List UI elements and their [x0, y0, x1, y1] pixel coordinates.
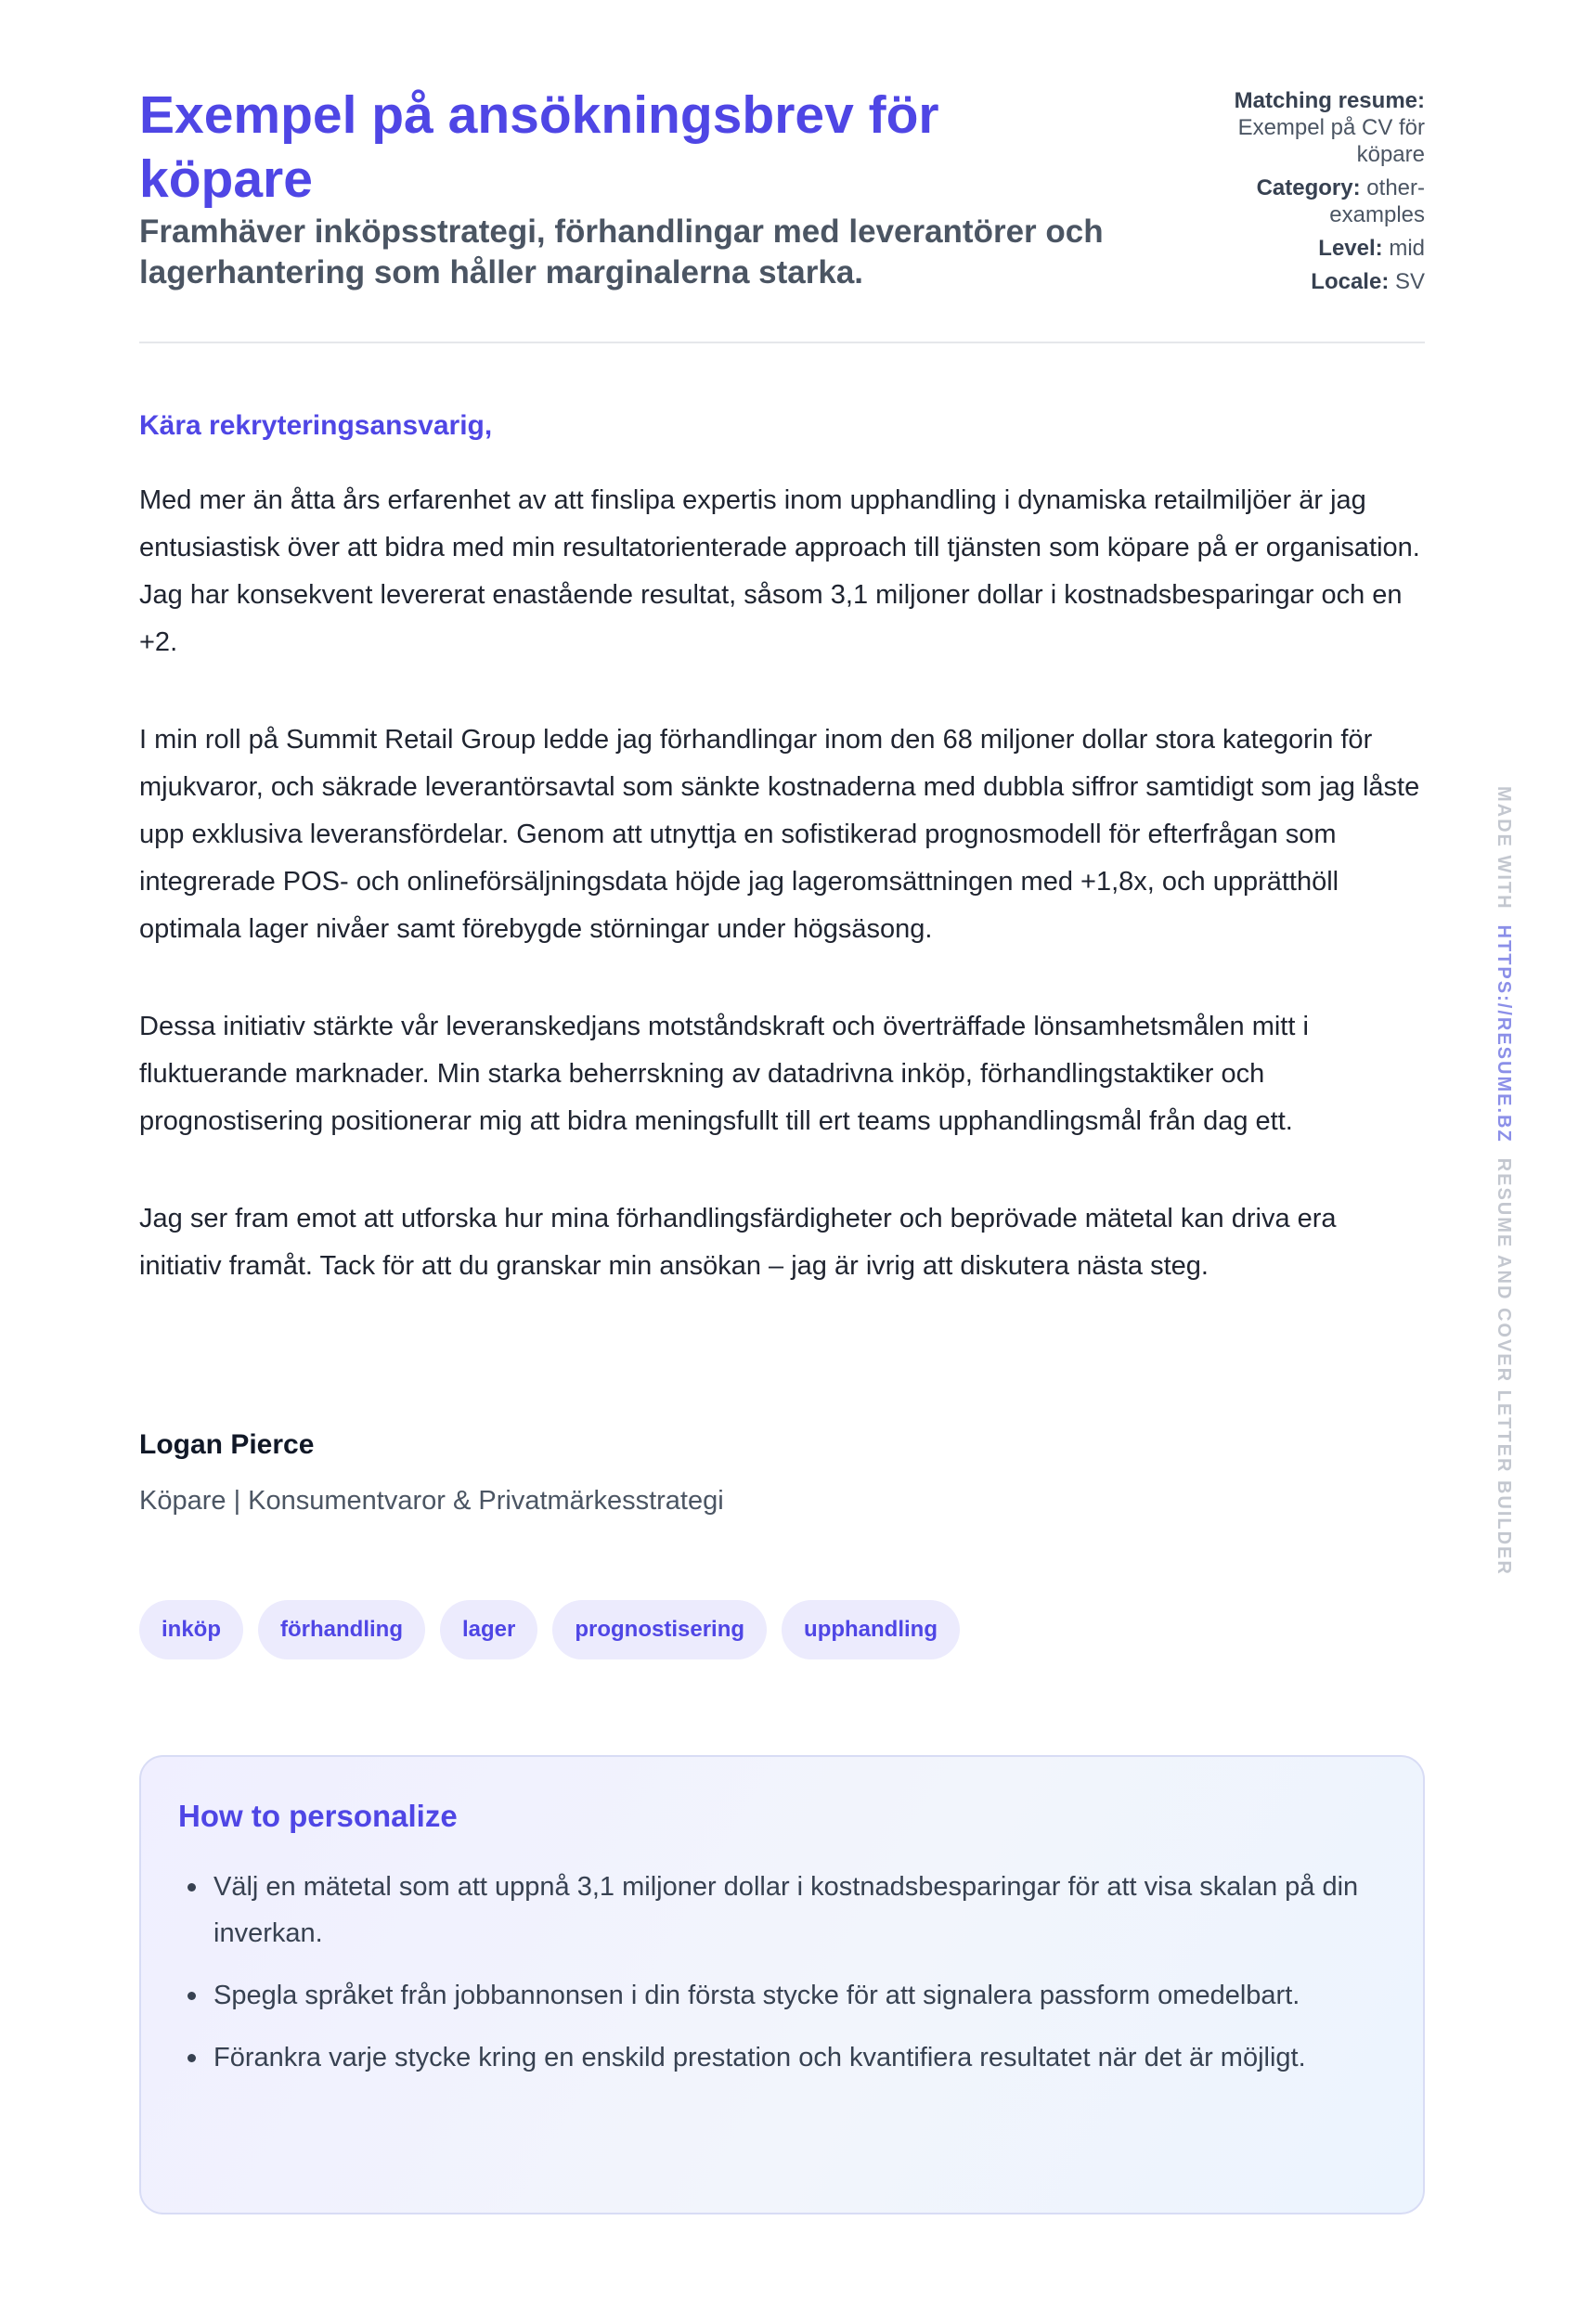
page-header	[139, 84, 1425, 343]
meta-level-label: Level:	[1318, 236, 1383, 261]
bullet-icon	[188, 1883, 196, 1891]
meta-locale	[1211, 268, 1425, 295]
meta-category-value: other-examples	[1329, 175, 1425, 227]
meta-category	[1211, 174, 1425, 228]
signature-role: Köpare | Konsumentvaror & Privatmärkesstrategi	[139, 1486, 724, 1516]
tips-heading: How to personalize	[178, 1799, 458, 1833]
header-divider	[139, 342, 1425, 343]
tip-item	[178, 2034, 1376, 2081]
bullet-icon	[188, 1992, 196, 2000]
tag-chip[interactable]: lager	[440, 1600, 537, 1659]
tag-chip[interactable]: prognostisering	[552, 1600, 767, 1659]
side-credit-prefix: MADE WITH	[1494, 786, 1514, 910]
letter-paragraph: I min roll på Summit Retail Group ledde jag förhandlingar inom den 68 miljoner dollar stora kategorin för mjukvaror, och säkrade leverantörsavtal som sänkte kostnaderna med dubbla siffror samtidigt som jag låste upp exklusiva leveransfördelar. Genom att utnyttja en sofistikerad prognosmodell för efterfrågan som integrerade POS- och onlineförsäljningsdata höjde jag lageromsättningen med +1,8x, och upprätthöll optimala lager nivåer samt förebygde störningar under högsäsong.	[139, 725, 1420, 944]
tag-chip[interactable]: inköp	[139, 1600, 243, 1659]
tip-text: Välj en mätetal som att uppnå 3,1 miljoner dollar i kostnadsbesparingar för att visa skalan på din inverkan.	[213, 1872, 1359, 1948]
meta-matching-resume-value: Exempel på CV för köpare	[1237, 115, 1425, 167]
meta-category-label: Category:	[1256, 175, 1361, 200]
side-credit-suffix: RESUME AND COVER LETTER BUILDER	[1494, 1157, 1514, 1576]
letter-greeting: Kära rekryteringsansvarig,	[139, 410, 493, 441]
meta-locale-value: SV	[1394, 269, 1425, 294]
meta-level-value: mid	[1389, 236, 1425, 261]
metadata-panel	[1211, 87, 1425, 302]
meta-matching-resume	[1211, 87, 1425, 168]
tag-chip[interactable]: förhandling	[258, 1600, 425, 1659]
side-credit-link[interactable]: HTTPS://RESUME.BZ	[1494, 924, 1514, 1143]
letter-paragraph: Jag ser fram emot att utforska hur mina förhandlingsfärdigheter och beprövade mätetal kan driva era initiativ framåt. Tack för att du granskar min ansökan – jag är ivrig att diskutera nästa steg.	[139, 1204, 1337, 1281]
letter-paragraph: Med mer än åtta års erfarenhet av att finslipa expertis inom upphandling i dynamiska retailmiljöer är jag entusiastisk över att bidra med min resultatorienterade approach till tjänsten som köpare på er organisation. Jag har konsekvent levererat enastående resultat, såsom 3,1 miljoner dollar i kostnadsbesparingar och en +2.	[139, 485, 1420, 657]
meta-matching-resume-label: Matching resume:	[1234, 88, 1425, 113]
tip-text: Förankra varje stycke kring en enskild prestation och kvantifiera resultatet när det är möjligt.	[213, 2043, 1306, 2072]
page-subtitle: Framhäver inköpsstrategi, förhandlingar med leverantörer och lagerhantering som håller marginalerna starka.	[139, 213, 1104, 290]
letter-body	[139, 477, 1425, 1340]
cover-letter-page	[139, 0, 1425, 2324]
meta-locale-label: Locale:	[1311, 269, 1390, 294]
tip-item	[178, 1864, 1376, 1956]
side-credit	[1490, 786, 1518, 1576]
tag-chip[interactable]: upphandling	[782, 1600, 960, 1659]
meta-level	[1211, 235, 1425, 262]
tip-text: Spegla språket från jobbannonsen i din första stycke för att signalera passform omedelbart.	[213, 1981, 1300, 2010]
tag-list	[139, 1600, 1425, 1661]
tips-list	[178, 1864, 1376, 2097]
personalize-tips-box	[139, 1755, 1425, 2214]
bullet-icon	[188, 2054, 196, 2062]
page-title: Exempel på ansökningsbrev för köpare	[139, 85, 939, 209]
tip-item	[178, 1972, 1376, 2019]
signature-name: Logan Pierce	[139, 1429, 315, 1460]
letter-paragraph: Dessa initiativ stärkte vår leveranskedjans motståndskraft och överträffade lönsamhetsmålen mitt i fluktuerande marknader. Min starka beherrskning av datadrivna inköp, förhandlingstaktiker och prognostisering positionerar mig att bidra meningsfullt till ert teams upphandlingsmål från dag ett.	[139, 1012, 1309, 1136]
